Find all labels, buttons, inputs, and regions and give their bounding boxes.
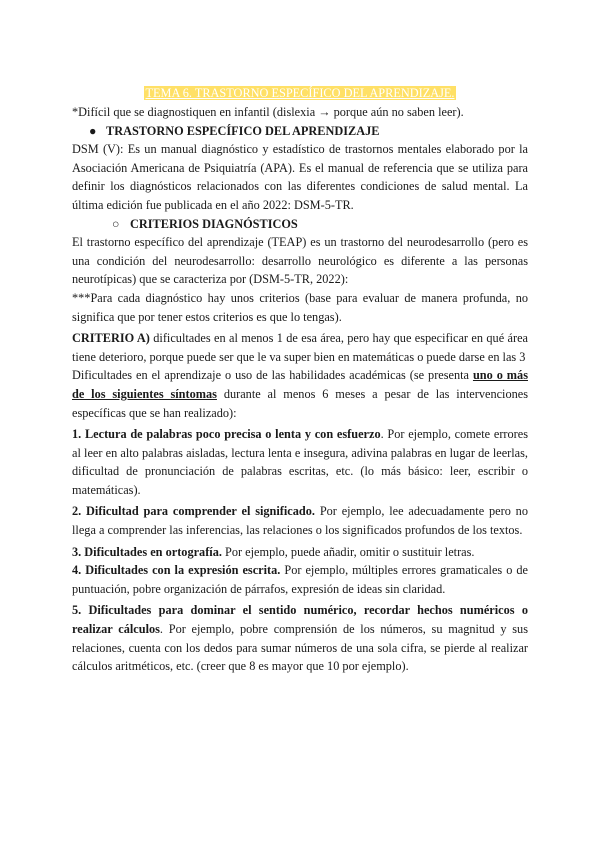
- criteria-note: ***Para cada diagnóstico hay unos criterios (base para evaluar de manera profunda, no significa que por tener estos criterios es que lo tengas).: [72, 290, 528, 324]
- section-heading-trastorno: [72, 122, 528, 141]
- symptom-4-label: 4. Dificultades con la expresión escrita.: [72, 563, 281, 578]
- intro-note: *Difícil que se diagnostiquen en infantil (dislexia → porque aún no saben leer).: [72, 105, 464, 119]
- symptom-5-text: . Por ejemplo, pobre comprensión de los números, su magnitud y sus relaciones, cuenta con los dedos para sumar números de una sola cifra, se pierde al realizar cálculos aritméticos, etc. (creer que 8 es mayor que 10 por ejemplo).: [72, 622, 528, 674]
- title-row: [72, 84, 528, 103]
- document-title: TEMA 6. TRASTORNO ESPECÍFICO DEL APRENDIZAJE.: [145, 86, 455, 100]
- symptom-3: [72, 543, 528, 562]
- document-page: [72, 84, 528, 676]
- bullet-hollow-icon: ○: [112, 216, 120, 231]
- criterio-a-paragraph: [72, 329, 528, 366]
- subsection-heading-criterios: [72, 215, 528, 234]
- teap-paragraph: El trastorno específico del aprendizaje (TEAP) es un trastorno del neurodesarrollo (pero es una condición del neurodesarrollo: desarrollo neurológico es diferente a las personas neurotípicas) que se caracteriza por (DSM-5-TR, 2022):: [72, 235, 528, 287]
- dsm-paragraph: DSM (V): Es un manual diagnóstico y estadístico de trastornos mentales elaborado por la Asociación Americana de Psiquiatría (APA). Es el manual de referencia que se utiliza para definir los diagnósticos relacionados con las diferentes condiciones de salud mental. La última edición fue publicada en el año 2022: DSM-5-TR.: [72, 142, 528, 212]
- symptom-5: [72, 601, 528, 675]
- criterio-a-label: CRITERIO A): [72, 331, 150, 346]
- symptom-3-label: 3. Dificultades en ortografía.: [72, 544, 222, 559]
- symptom-1-label: 1. Lectura de palabras poco precisa o lenta y con esfuerzo: [72, 427, 381, 442]
- bullet-filled-icon: ●: [89, 123, 97, 138]
- difficulties-text-2: durante al menos 6 meses a pesar de las intervenciones específicas que se han realizado):: [72, 386, 529, 420]
- symptom-4: [72, 561, 528, 598]
- symptom-3-text: Por ejemplo, puede añadir, omitir o sustituir letras.: [221, 544, 475, 559]
- difficulties-paragraph: [72, 366, 528, 422]
- symptom-2-text: Por ejemplo, lee adecuadamente pero no llega a comprender las inferencias, las relaciones o los significados profundos de los textos.: [72, 504, 528, 538]
- criterio-a-text: dificultades en al menos 1 de esa área, pero hay que especificar en qué área tiene deterioro, porque puede ser que le va super bien en matemáticas o puede darse en las 3: [72, 331, 529, 364]
- symptom-2: [72, 502, 528, 539]
- symptom-5-label: 5. Dificultades para dominar el sentido numérico, recordar hechos numéricos o realizar cálculos: [72, 603, 528, 637]
- symptom-1: [72, 425, 528, 499]
- symptom-1-text: . Por ejemplo, comete errores al leer en alto palabras aisladas, lectura lenta e insegura, adivina palabras en lugar de leerlas, dificultad de pronunciación de palabras escritas, etc. (lo más básico: leer, escribir o matemáticas).: [72, 427, 528, 497]
- section-heading-text: TRASTORNO ESPECÍFICO DEL APRENDIZAJE: [106, 123, 380, 138]
- difficulties-emphasis: uno o más de los siguientes síntomas: [72, 368, 528, 401]
- symptom-4-text: Por ejemplo, múltiples errores gramaticales o de puntuación, pobre organización de párrafos, expresión de ideas sin claridad.: [72, 563, 528, 596]
- subsection-heading-text: CRITERIOS DIAGNÓSTICOS: [130, 216, 298, 231]
- difficulties-text-1: Dificultades en el aprendizaje o uso de las habilidades académicas (se presenta: [72, 368, 473, 383]
- symptom-2-label: 2. Dificultad para comprender el significado.: [72, 504, 315, 519]
